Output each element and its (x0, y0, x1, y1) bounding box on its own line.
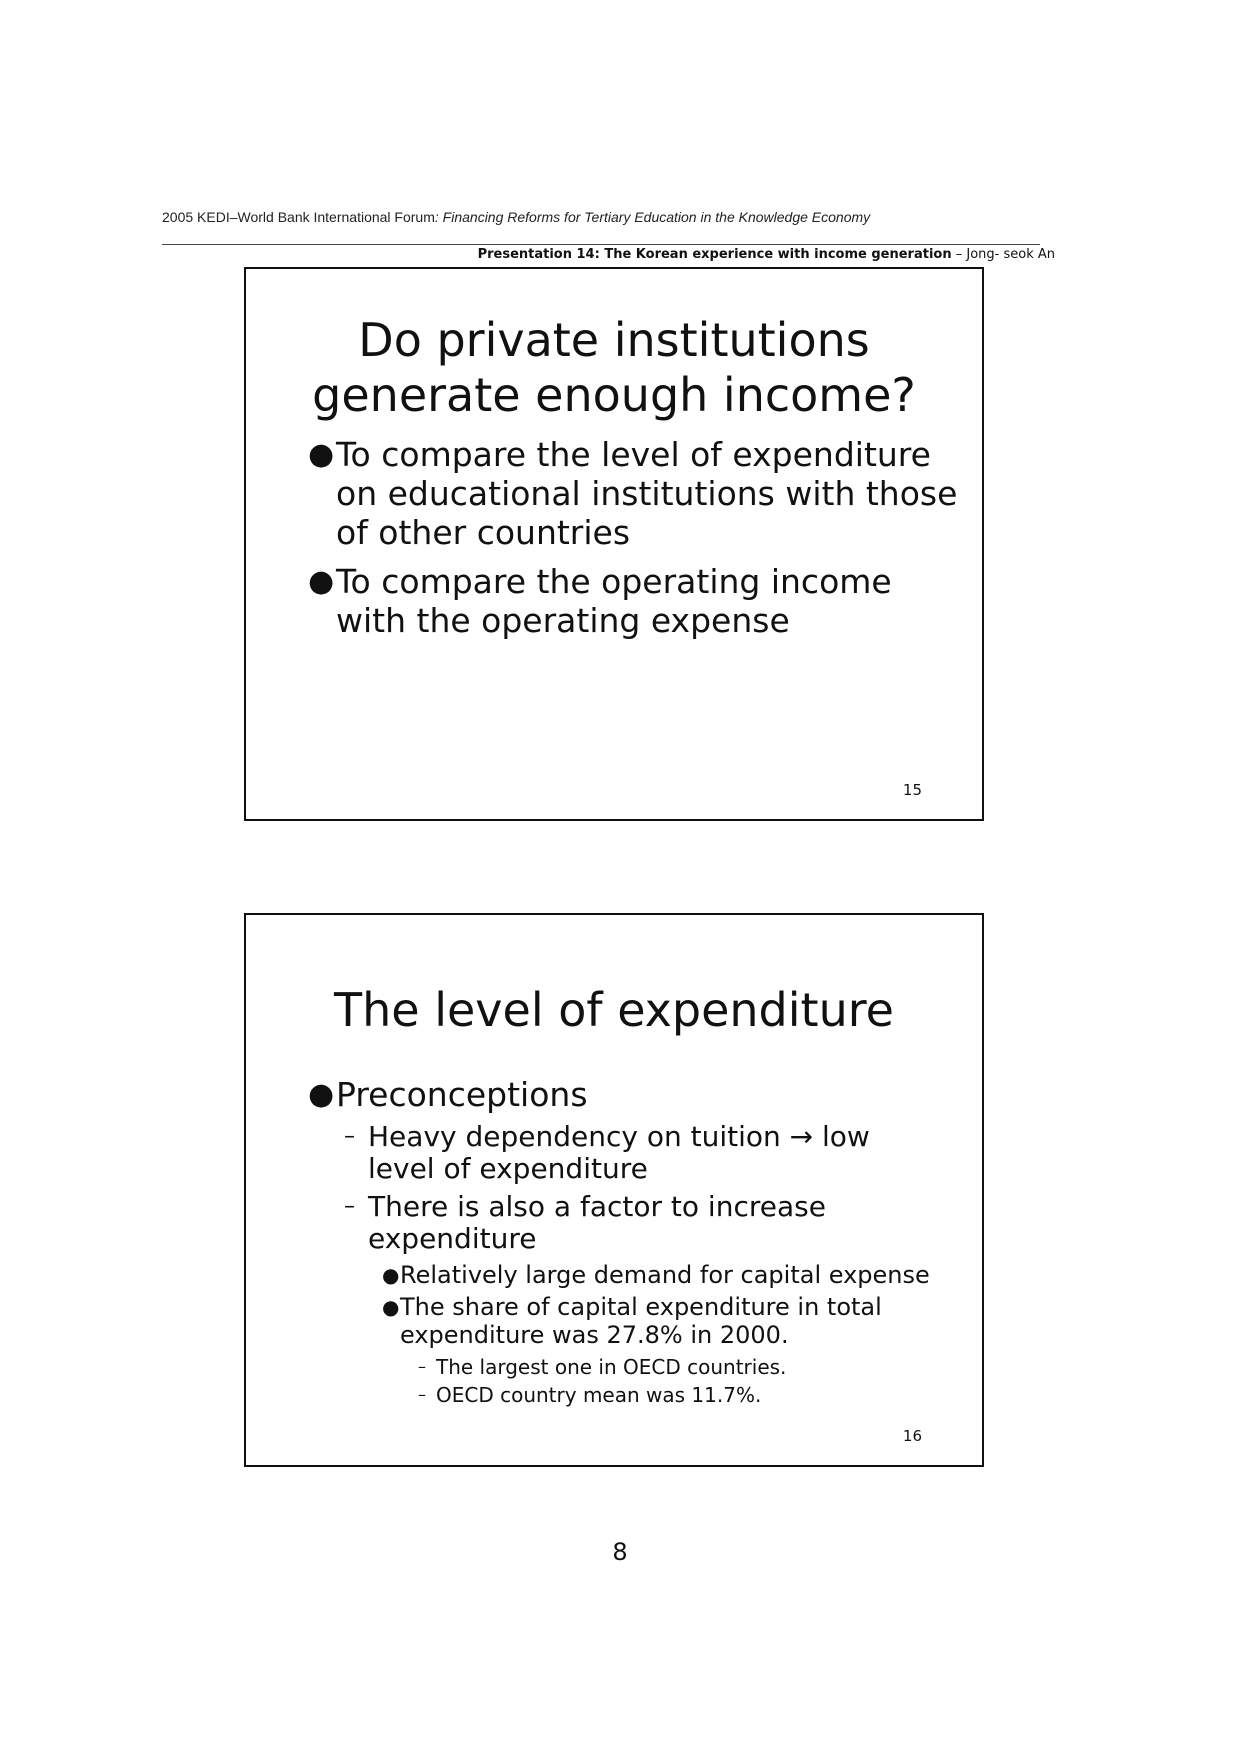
bullet-item: ● To compare the operating income with the operating expense (308, 562, 892, 640)
slide-number: 15 (902, 781, 922, 799)
slide-16 (244, 913, 984, 1467)
page-number: 8 (612, 1538, 628, 1566)
presentation-title: Presentation 14: The Korean experience with income generation (477, 247, 952, 262)
detail-item: – OECD country mean was 11.7%. (418, 1383, 762, 1407)
bullet-icon: ● (308, 437, 335, 472)
bullet-item: ● To compare the level of expenditure on educational institutions with those of other countries (308, 435, 958, 552)
slide-15 (244, 267, 984, 821)
sub-item: – Heavy dependency on tuition → low level of expenditure (344, 1120, 870, 1185)
bullet-icon: ● (308, 1077, 335, 1112)
author: – Jong- seok An (951, 247, 1055, 262)
dash-icon: – (344, 1124, 355, 1149)
sub-sub-item: ● The share of capital expenditure in total expenditure was 27.8% in 2000. (382, 1293, 882, 1349)
slide-title: The level of expenditure (334, 983, 894, 1037)
dash-icon: – (418, 1385, 426, 1404)
bullet-icon: ● (308, 564, 335, 599)
running-header (162, 209, 870, 225)
sub-item: – There is also a factor to increase expenditure (344, 1190, 826, 1255)
forum-name: 2005 KEDI–World Bank International Forum (162, 209, 435, 225)
detail-item: – The largest one in OECD countries. (418, 1355, 787, 1379)
forum-title: : Financing Reforms for Tertiary Education in the Knowledge Economy (434, 209, 871, 225)
dash-icon: – (418, 1357, 426, 1376)
header-rule (162, 244, 1040, 245)
sub-sub-item: ● Relatively large demand for capital expense (382, 1261, 930, 1289)
slide-number: 16 (902, 1427, 922, 1445)
dash-icon: – (344, 1194, 355, 1219)
bullet-icon: ● (382, 1263, 400, 1287)
slide-title: Do private institutions generate enough income? (312, 313, 916, 422)
presentation-header (478, 247, 1055, 262)
bullet-item: ● Preconceptions (308, 1075, 588, 1114)
bullet-icon: ● (382, 1295, 400, 1319)
